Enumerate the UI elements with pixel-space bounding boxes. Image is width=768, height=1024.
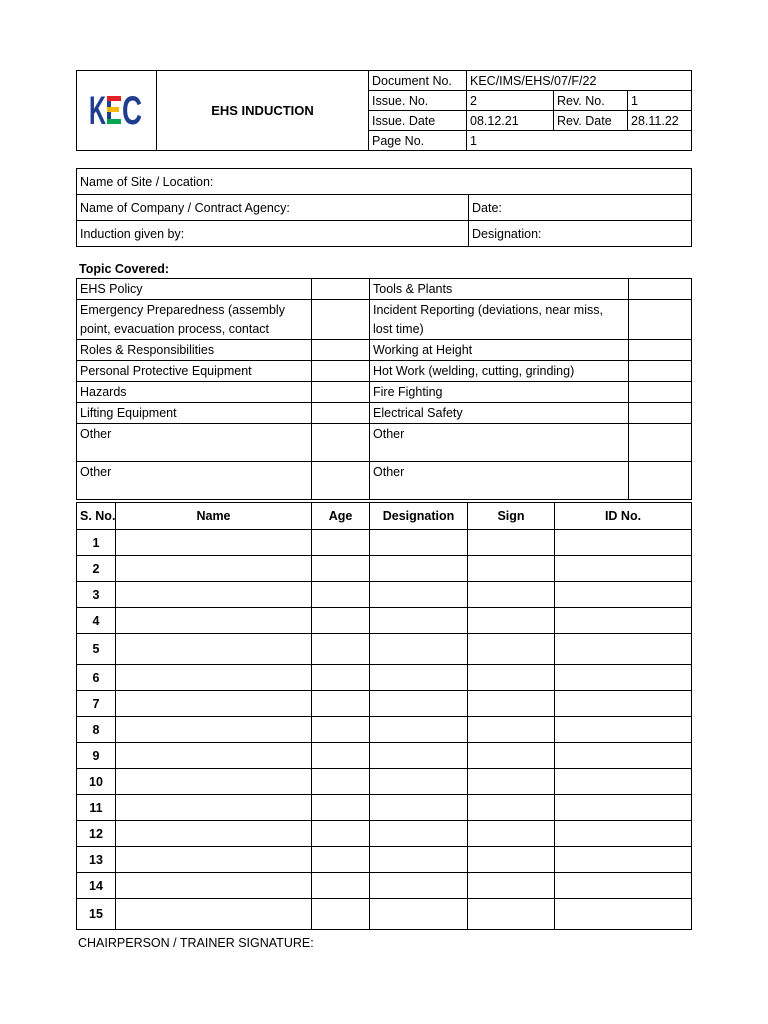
age-cell[interactable] <box>312 634 370 665</box>
age-cell[interactable] <box>312 717 370 743</box>
designation-cell[interactable] <box>370 582 468 608</box>
id-no-cell[interactable] <box>555 556 692 582</box>
row-number: 1 <box>77 530 116 556</box>
topic-left-label: Emergency Preparedness (assembly point, evacuation process, contact <box>77 300 312 340</box>
age-cell[interactable] <box>312 582 370 608</box>
topic-right-label: Other <box>370 462 629 500</box>
designation-cell[interactable] <box>370 691 468 717</box>
row-number: 11 <box>77 795 116 821</box>
row-number: 10 <box>77 769 116 795</box>
topic-left-label: Roles & Responsibilities <box>77 340 312 361</box>
name-cell[interactable] <box>116 769 312 795</box>
designation-cell[interactable] <box>370 556 468 582</box>
column-header-designation: Designation <box>370 503 468 530</box>
name-cell[interactable] <box>116 899 312 930</box>
issue-no-label: Issue. No. <box>369 91 467 111</box>
id-no-cell[interactable] <box>555 743 692 769</box>
name-cell[interactable] <box>116 847 312 873</box>
row-number: 2 <box>77 556 116 582</box>
row-number: 5 <box>77 634 116 665</box>
row-number: 9 <box>77 743 116 769</box>
issue-date-label: Issue. Date <box>369 111 467 131</box>
doc-no-value: KEC/IMS/EHS/07/F/22 <box>467 71 692 91</box>
sign-cell[interactable] <box>468 899 555 930</box>
age-cell[interactable] <box>312 769 370 795</box>
topic-left-checkbox[interactable] <box>312 382 370 403</box>
topic-left-checkbox[interactable] <box>312 340 370 361</box>
svg-text:C: C <box>121 89 142 133</box>
designation-cell[interactable] <box>370 717 468 743</box>
company-logo <box>77 71 157 151</box>
column-header-age: Age <box>312 503 370 530</box>
issue-no-value: 2 <box>467 91 554 111</box>
age-cell[interactable] <box>312 530 370 556</box>
date-field[interactable]: Date: <box>469 195 692 221</box>
sign-cell[interactable] <box>468 556 555 582</box>
designation-cell[interactable] <box>370 743 468 769</box>
designation-cell[interactable] <box>370 847 468 873</box>
id-no-cell[interactable] <box>555 608 692 634</box>
column-header-sign: Sign <box>468 503 555 530</box>
name-cell[interactable] <box>116 795 312 821</box>
sign-cell[interactable] <box>468 847 555 873</box>
id-no-cell[interactable] <box>555 582 692 608</box>
name-cell[interactable] <box>116 691 312 717</box>
sign-cell[interactable] <box>468 795 555 821</box>
id-no-cell[interactable] <box>555 873 692 899</box>
age-cell[interactable] <box>312 691 370 717</box>
column-header-name: Name <box>116 503 312 530</box>
company-agency-field[interactable]: Name of Company / Contract Agency: <box>77 195 469 221</box>
topic-right-label: Other <box>370 424 629 462</box>
sign-cell[interactable] <box>468 665 555 691</box>
id-no-cell[interactable] <box>555 821 692 847</box>
designation-cell[interactable] <box>370 634 468 665</box>
chairperson-signature-label: CHAIRPERSON / TRAINER SIGNATURE: <box>78 936 314 950</box>
column-header-sno: S. No. <box>77 503 116 530</box>
sign-cell[interactable] <box>468 608 555 634</box>
age-cell[interactable] <box>312 556 370 582</box>
issue-date-value: 08.12.21 <box>467 111 554 131</box>
designation-cell[interactable] <box>370 821 468 847</box>
name-cell[interactable] <box>116 821 312 847</box>
site-location-field[interactable]: Name of Site / Location: <box>77 169 692 195</box>
id-no-cell[interactable] <box>555 899 692 930</box>
row-number: 15 <box>77 899 116 930</box>
topic-left-checkbox[interactable] <box>312 361 370 382</box>
row-number: 7 <box>77 691 116 717</box>
topic-left-checkbox[interactable] <box>312 300 370 340</box>
name-cell[interactable] <box>116 873 312 899</box>
form-title: EHS INDUCTION <box>157 71 369 151</box>
id-no-cell[interactable] <box>555 634 692 665</box>
designation-cell[interactable] <box>370 873 468 899</box>
topic-right-label: Working at Height <box>370 340 629 361</box>
designation-cell[interactable] <box>370 530 468 556</box>
topic-right-label: Fire Fighting <box>370 382 629 403</box>
designation-field[interactable]: Designation: <box>469 221 692 247</box>
sign-cell[interactable] <box>468 530 555 556</box>
row-number: 3 <box>77 582 116 608</box>
id-no-cell[interactable] <box>555 691 692 717</box>
page-no-label: Page No. <box>369 131 467 151</box>
row-number: 13 <box>77 847 116 873</box>
rev-date-label: Rev. Date <box>554 111 628 131</box>
name-cell[interactable] <box>116 665 312 691</box>
name-cell[interactable] <box>116 582 312 608</box>
age-cell[interactable] <box>312 665 370 691</box>
induction-given-by-field[interactable]: Induction given by: <box>77 221 469 247</box>
id-no-cell[interactable] <box>555 769 692 795</box>
topic-left-label: Other <box>77 424 312 462</box>
id-no-cell[interactable] <box>555 530 692 556</box>
topic-left-checkbox[interactable] <box>312 462 370 500</box>
topic-right-checkbox[interactable] <box>629 424 692 462</box>
topic-right-checkbox[interactable] <box>629 382 692 403</box>
id-no-cell[interactable] <box>555 795 692 821</box>
rev-no-label: Rev. No. <box>554 91 628 111</box>
topic-covered-heading: Topic Covered: <box>79 262 170 276</box>
rev-no-value: 1 <box>628 91 692 111</box>
topic-right-label: Incident Reporting (deviations, near miss, lost time) <box>370 300 629 340</box>
name-cell[interactable] <box>116 717 312 743</box>
rev-date-value: 28.11.22 <box>628 111 692 131</box>
topic-left-checkbox[interactable] <box>312 403 370 424</box>
topic-right-checkbox[interactable] <box>629 462 692 500</box>
designation-cell[interactable] <box>370 899 468 930</box>
id-no-cell[interactable] <box>555 717 692 743</box>
id-no-cell[interactable] <box>555 847 692 873</box>
topic-left-checkbox[interactable] <box>312 424 370 462</box>
topic-right-checkbox[interactable] <box>629 361 692 382</box>
id-no-cell[interactable] <box>555 665 692 691</box>
svg-text:K: K <box>88 89 106 133</box>
sign-cell[interactable] <box>468 634 555 665</box>
age-cell[interactable] <box>312 821 370 847</box>
age-cell[interactable] <box>312 899 370 930</box>
topic-left-label: Lifting Equipment <box>77 403 312 424</box>
age-cell[interactable] <box>312 795 370 821</box>
induction-info-table <box>76 168 692 247</box>
sign-cell[interactable] <box>468 743 555 769</box>
row-number: 14 <box>77 873 116 899</box>
topic-right-checkbox[interactable] <box>629 279 692 300</box>
sign-cell[interactable] <box>468 873 555 899</box>
name-cell[interactable] <box>116 743 312 769</box>
age-cell[interactable] <box>312 873 370 899</box>
topic-left-label: Personal Protective Equipment <box>77 361 312 382</box>
document-header-table <box>76 70 692 151</box>
name-cell[interactable] <box>116 530 312 556</box>
topic-left-checkbox[interactable] <box>312 279 370 300</box>
sign-cell[interactable] <box>468 582 555 608</box>
topic-right-checkbox[interactable] <box>629 340 692 361</box>
topic-right-label: Hot Work (welding, cutting, grinding) <box>370 361 629 382</box>
row-number: 4 <box>77 608 116 634</box>
topics-table <box>76 278 692 500</box>
designation-cell[interactable] <box>370 665 468 691</box>
age-cell[interactable] <box>312 743 370 769</box>
designation-cell[interactable] <box>370 608 468 634</box>
age-cell[interactable] <box>312 608 370 634</box>
row-number: 6 <box>77 665 116 691</box>
column-header-id-no: ID No. <box>555 503 692 530</box>
designation-cell[interactable] <box>370 795 468 821</box>
sign-cell[interactable] <box>468 691 555 717</box>
age-cell[interactable] <box>312 847 370 873</box>
doc-no-label: Document No. <box>369 71 467 91</box>
name-cell[interactable] <box>116 634 312 665</box>
topic-right-checkbox[interactable] <box>629 300 692 340</box>
topic-left-label: Hazards <box>77 382 312 403</box>
row-number: 8 <box>77 717 116 743</box>
topic-right-label: Electrical Safety <box>370 403 629 424</box>
sign-cell[interactable] <box>468 769 555 795</box>
topic-right-checkbox[interactable] <box>629 403 692 424</box>
sign-cell[interactable] <box>468 717 555 743</box>
designation-cell[interactable] <box>370 769 468 795</box>
topic-left-label: EHS Policy <box>77 279 312 300</box>
kec-logo-icon <box>89 86 145 132</box>
row-number: 12 <box>77 821 116 847</box>
topic-left-label: Other <box>77 462 312 500</box>
svg-text:KEC: KEC <box>88 86 91 87</box>
name-cell[interactable] <box>116 556 312 582</box>
name-cell[interactable] <box>116 608 312 634</box>
sign-cell[interactable] <box>468 821 555 847</box>
page-no-value: 1 <box>467 131 692 151</box>
attendees-table <box>76 502 692 930</box>
topic-right-label: Tools & Plants <box>370 279 629 300</box>
